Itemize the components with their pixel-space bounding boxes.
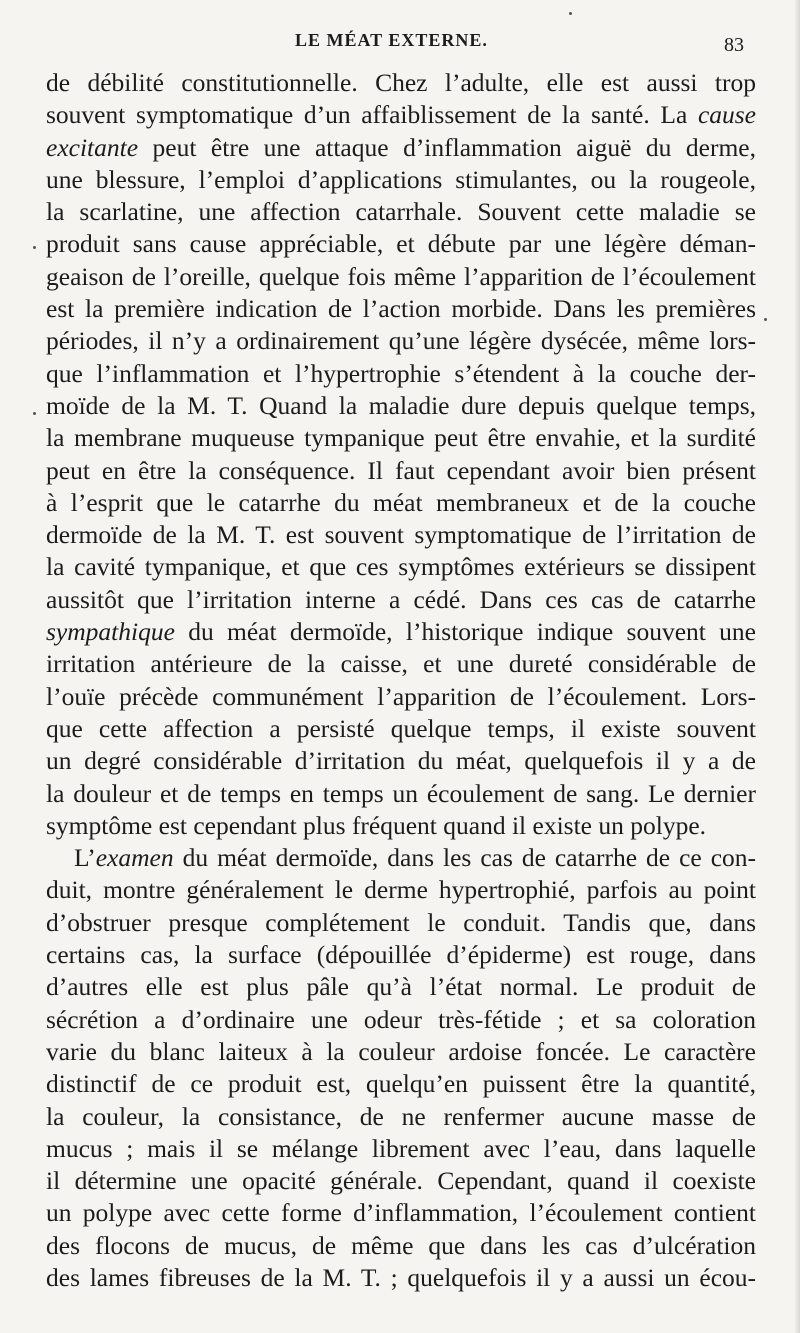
text-line bbox=[46, 261, 756, 293]
paper-speck bbox=[569, 12, 572, 15]
text-run: est la première indication de l’action morbide. Dans les premières bbox=[46, 294, 756, 324]
page-number: 83 bbox=[724, 34, 744, 56]
text-run: à l’esprit que le catarrhe du méat membraneux et de la couche bbox=[46, 487, 756, 517]
text-run: produit sans cause appréciable, et débute par une légère déman- bbox=[46, 229, 756, 259]
text-line bbox=[46, 67, 756, 99]
text-run: peut en être la conséquence. Il faut cependant avoir bien présent bbox=[46, 455, 756, 485]
text-line bbox=[46, 1197, 756, 1229]
text-line bbox=[46, 939, 756, 971]
text-line bbox=[46, 422, 756, 454]
text-run: il détermine une opacité générale. Cependant, quand il coexiste bbox=[46, 1166, 756, 1196]
text-line bbox=[46, 842, 756, 874]
text-line bbox=[46, 99, 756, 131]
text-run: geaison de l’oreille, quelque fois même l’apparition de l’écoulement bbox=[46, 261, 756, 291]
italic-text: excitante bbox=[46, 132, 139, 162]
text-line bbox=[46, 487, 756, 519]
text-line bbox=[46, 1262, 756, 1294]
text-run: une blessure, l’emploi d’applications stimulantes, ou la rougeole, bbox=[46, 164, 756, 194]
text-line bbox=[46, 1101, 756, 1133]
text-line bbox=[46, 648, 756, 680]
text-run: souvent symptomatique d’un affaiblissement de la santé. La bbox=[46, 100, 698, 130]
text-run: certains cas, la surface (dépouillée d’épiderme) est rouge, dans bbox=[46, 940, 756, 970]
italic-text: examen bbox=[95, 843, 174, 873]
text-line bbox=[46, 551, 756, 583]
text-line bbox=[46, 1165, 756, 1197]
text-run: un degré considérable d’irritation du méat, quelquefois il y a de bbox=[46, 746, 756, 776]
text-run: distinctif de ce produit est, quelqu’en puissent être la quantité, bbox=[46, 1069, 756, 1099]
text-run: peut être une attaque d’inflammation aiguë du derme, bbox=[138, 132, 756, 162]
running-head bbox=[0, 30, 800, 60]
text-run: d’obstruer presque complétement le conduit. Tandis que, dans bbox=[46, 907, 756, 937]
text-line bbox=[46, 971, 756, 1003]
text-line bbox=[46, 1230, 756, 1262]
text-line bbox=[46, 164, 756, 196]
text-line bbox=[46, 584, 756, 616]
text-run: du méat dermoïde, l’historique indique souvent une bbox=[174, 617, 756, 647]
text-run: varie du blanc laiteux à la couleur ardoise foncée. Le caractère bbox=[46, 1036, 756, 1066]
text-run: des lames fibreuses de la M. T. ; quelquefois il y a aussi un écou- bbox=[46, 1262, 756, 1292]
text-line bbox=[46, 455, 756, 487]
text-run: dermoïde de la M. T. est souvent symptomatique de l’irritation de bbox=[46, 520, 756, 550]
text-line bbox=[46, 325, 756, 357]
text-run: aussitôt que l’irritation interne a cédé. Dans ces cas de catarrhe bbox=[46, 584, 756, 614]
italic-text: sympathique bbox=[46, 617, 175, 647]
text-run: symptôme est cependant plus fréquent quand il existe un polype. bbox=[46, 810, 707, 840]
text-run: que cette affection a persisté quelque temps, il existe souvent bbox=[46, 713, 756, 743]
text-line bbox=[46, 874, 756, 906]
text-line bbox=[46, 196, 756, 228]
text-line bbox=[46, 1068, 756, 1100]
paper-speck bbox=[33, 412, 36, 415]
text-run: que l’inflammation et l’hypertrophie s’étendent à la couche der- bbox=[46, 358, 756, 388]
text-run: sécrétion a d’ordinaire une odeur très-fétide ; et sa coloration bbox=[46, 1004, 756, 1034]
text-run: mucus ; mais il se mélange librement avec l’eau, dans laquelle bbox=[46, 1133, 756, 1163]
text-line bbox=[46, 519, 756, 551]
text-run: d’autres elle est plus pâle qu’à l’état normal. Le produit de bbox=[46, 972, 756, 1002]
text-run: la couleur, la consistance, de ne renfermer aucune masse de bbox=[46, 1101, 756, 1131]
page-edge-shadow bbox=[794, 0, 800, 1333]
body-text bbox=[46, 67, 756, 1294]
text-line bbox=[46, 390, 756, 422]
text-run: la scarlatine, une affection catarrhale. Souvent cette maladie se bbox=[46, 197, 756, 227]
italic-text: cause bbox=[697, 100, 756, 130]
text-line bbox=[46, 1004, 756, 1036]
text-run: irritation antérieure de la caisse, et une dureté considérable de bbox=[46, 649, 756, 679]
text-line bbox=[46, 1133, 756, 1165]
text-run: périodes, il n’y a ordinairement qu’une légère dysécée, même lors- bbox=[46, 326, 756, 356]
text-run: L’ bbox=[74, 843, 96, 873]
text-line bbox=[46, 681, 756, 713]
text-line bbox=[46, 228, 756, 260]
text-run: l’ouïe précède communément l’apparition de l’écoulement. Lors- bbox=[46, 681, 756, 711]
text-run: la douleur et de temps en temps un écoulement de sang. Le dernier bbox=[46, 778, 756, 808]
text-line bbox=[46, 907, 756, 939]
text-line bbox=[46, 358, 756, 390]
paper-speck bbox=[764, 318, 767, 321]
text-line bbox=[46, 810, 756, 842]
paper-speck bbox=[33, 246, 36, 249]
text-run: un polype avec cette forme d’inflammation, l’écoulement contient bbox=[46, 1198, 756, 1228]
text-run: du méat dermoïde, dans les cas de catarrhe de ce con- bbox=[173, 843, 756, 873]
text-run: moïde de la M. T. Quand la maladie dure depuis quelque temps, bbox=[46, 390, 756, 420]
text-run: la cavité tympanique, et que ces symptômes extérieurs se dissipent bbox=[46, 552, 756, 582]
text-line bbox=[46, 1036, 756, 1068]
text-line bbox=[46, 616, 756, 648]
text-run: de débilité constitutionnelle. Chez l’adulte, elle est aussi trop bbox=[46, 68, 756, 97]
text-line bbox=[46, 745, 756, 777]
text-line bbox=[46, 713, 756, 745]
text-line bbox=[46, 132, 756, 164]
text-line bbox=[46, 293, 756, 325]
text-run: la membrane muqueuse tympanique peut être envahie, et la surdité bbox=[46, 423, 756, 453]
text-run: des flocons de mucus, de même que dans les cas d’ulcération bbox=[46, 1230, 756, 1260]
running-title: LE MÉAT EXTERNE. bbox=[295, 30, 488, 50]
text-line bbox=[46, 778, 756, 810]
text-run: duit, montre généralement le derme hypertrophié, parfois au point bbox=[46, 875, 756, 905]
